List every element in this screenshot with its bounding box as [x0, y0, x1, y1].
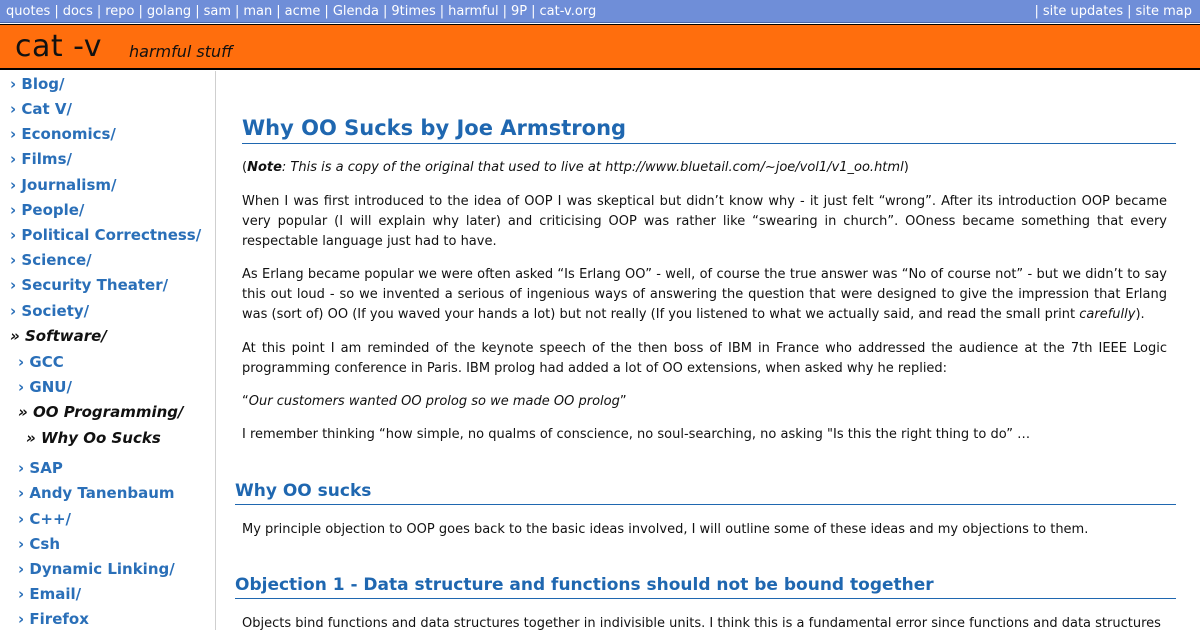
section-heading-why-oo-sucks: Why OO sucks	[235, 481, 1176, 505]
nav-link-9p[interactable]: 9P	[510, 4, 528, 19]
sidebar-item-films[interactable]: › Films/	[10, 150, 72, 168]
quote-close: ”	[619, 394, 627, 409]
nav-link-cat-v-org[interactable]: cat-v.org	[539, 4, 597, 19]
sidebar-item-oo-programming[interactable]: » OO Programming/	[18, 403, 184, 421]
paragraph-3: At this point I am reminded of the keynote speech of the then boss of IBM in France who addressed the audience at the 7th IEEE Logic programming conference in Paris. IBM prolog had added a lot of OO extensions, when asked why he replied:	[242, 341, 1167, 376]
quote-text: Our customers wanted OO prolog so we made OO prolog	[248, 394, 620, 409]
nav-link-golang[interactable]: golang	[146, 4, 192, 19]
note-text: : This is a copy of the original that used to live at http://www.bluetail.com/~joe/vol1/v1_oo.html	[281, 160, 904, 175]
sidebar-item-gnu[interactable]: › GNU/	[18, 378, 72, 396]
nav-link-sam[interactable]: sam	[203, 4, 231, 19]
paragraph-1: When I was first introduced to the idea of OOP I was skeptical but didn’t know why - it just felt “wrong”. After its introduction OOP became very popular (I will explain why later) and criticising OOP was rather like “swearing in church”. OOness became something that every respectable language just had to have.	[242, 194, 1167, 249]
paragraph-2-emphasis: carefully	[1079, 307, 1136, 322]
section-heading-objection-1: Objection 1 - Data structure and functions should not be bound together	[235, 575, 1176, 599]
nav-link-site-map[interactable]: site map	[1135, 4, 1192, 19]
paragraph-2-text: As Erlang became popular we were often asked “Is Erlang OO” - well, of course the true answer was “No of course not” - but we didn’t to say this out loud - so we invented a serious of ingenious ways of answering the question that were designed to give the impression that Erlang was (sort of) OO (If you waved your hands a lot) but not really (If you listened to what we actually said, and read the small print	[242, 267, 1167, 322]
nav-link-quotes[interactable]: quotes	[6, 4, 51, 19]
sidebar-item-sap[interactable]: › SAP	[18, 459, 63, 477]
site-title[interactable]: cat -v	[15, 29, 102, 64]
paragraph-2-end: ).	[1135, 307, 1145, 322]
article-note	[242, 158, 1167, 178]
nav-link-9times[interactable]: 9times	[391, 4, 436, 19]
paragraph-6: Objects bind functions and data structures together in indivisible units. I think this is a fundamental error since functions and data structures	[242, 616, 1161, 630]
sidebar-item-cat-v[interactable]: › Cat V/	[10, 100, 73, 118]
nav-link-site-updates[interactable]: site updates	[1042, 4, 1124, 19]
nav-link-man[interactable]: man	[243, 4, 273, 19]
main-content	[216, 71, 1200, 630]
sidebar-item-people[interactable]: › People/	[10, 201, 85, 219]
top-nav-right: | site updates | site map	[1034, 4, 1192, 19]
ibm-quote	[242, 392, 1167, 412]
nav-link-glenda[interactable]: Glenda	[332, 4, 379, 19]
nav-link-acme[interactable]: acme	[284, 4, 321, 19]
sidebar-item-csh[interactable]: › Csh	[18, 535, 61, 553]
sidebar-item-economics[interactable]: › Economics/	[10, 125, 116, 143]
paragraph-5: My principle objection to OOP goes back to the basic ideas involved, I will outline some of these ideas and my objections to them.	[242, 522, 1089, 537]
sidebar-item-society[interactable]: › Society/	[10, 302, 90, 320]
site-header	[0, 24, 1200, 70]
note-label: Note	[247, 160, 282, 175]
nav-link-repo[interactable]: repo	[105, 4, 135, 19]
sidebar-item-science[interactable]: › Science/	[10, 251, 92, 269]
sidebar-item-software[interactable]: » Software/	[10, 327, 107, 345]
note-open-paren: (	[242, 160, 248, 175]
sidebar-item-political-correctness[interactable]: › Political Correctness/	[10, 226, 202, 244]
page-title: Why OO Sucks by Joe Armstrong	[242, 116, 1176, 144]
paragraph-4: I remember thinking “how simple, no qualms of conscience, no soul-searching, no asking "Is this the right thing to do” …	[242, 427, 1031, 442]
sidebar-item-cpp[interactable]: › C++/	[18, 510, 72, 528]
top-nav-left: quotes | docs | repo | golang | sam | man | acme | Glenda | 9times | harmful | 9P | cat-v.org	[6, 4, 597, 19]
sidebar-item-blog[interactable]: › Blog/	[10, 75, 65, 93]
nav-link-harmful[interactable]: harmful	[448, 4, 499, 19]
sidebar-item-dynamic-linking[interactable]: › Dynamic Linking/	[18, 560, 175, 578]
paragraph-2	[242, 265, 1167, 325]
sidebar-nav	[0, 71, 216, 630]
sidebar-item-journalism[interactable]: › Journalism/	[10, 176, 117, 194]
sidebar-item-email[interactable]: › Email/	[18, 585, 82, 603]
sidebar-item-security-theater[interactable]: › Security Theater/	[10, 276, 169, 294]
note-close-paren: )	[903, 160, 909, 175]
top-nav-bar	[0, 0, 1200, 23]
sidebar-item-firefox[interactable]: › Firefox	[18, 610, 89, 628]
quote-open: “	[242, 394, 249, 409]
sidebar-item-why-oo-sucks[interactable]: » Why Oo Sucks	[26, 429, 161, 447]
site-tagline: harmful stuff	[129, 42, 233, 61]
sidebar-item-andy-tanenbaum[interactable]: › Andy Tanenbaum	[18, 484, 175, 502]
sidebar-item-gcc[interactable]: › GCC	[18, 353, 64, 371]
nav-link-docs[interactable]: docs	[62, 4, 93, 19]
